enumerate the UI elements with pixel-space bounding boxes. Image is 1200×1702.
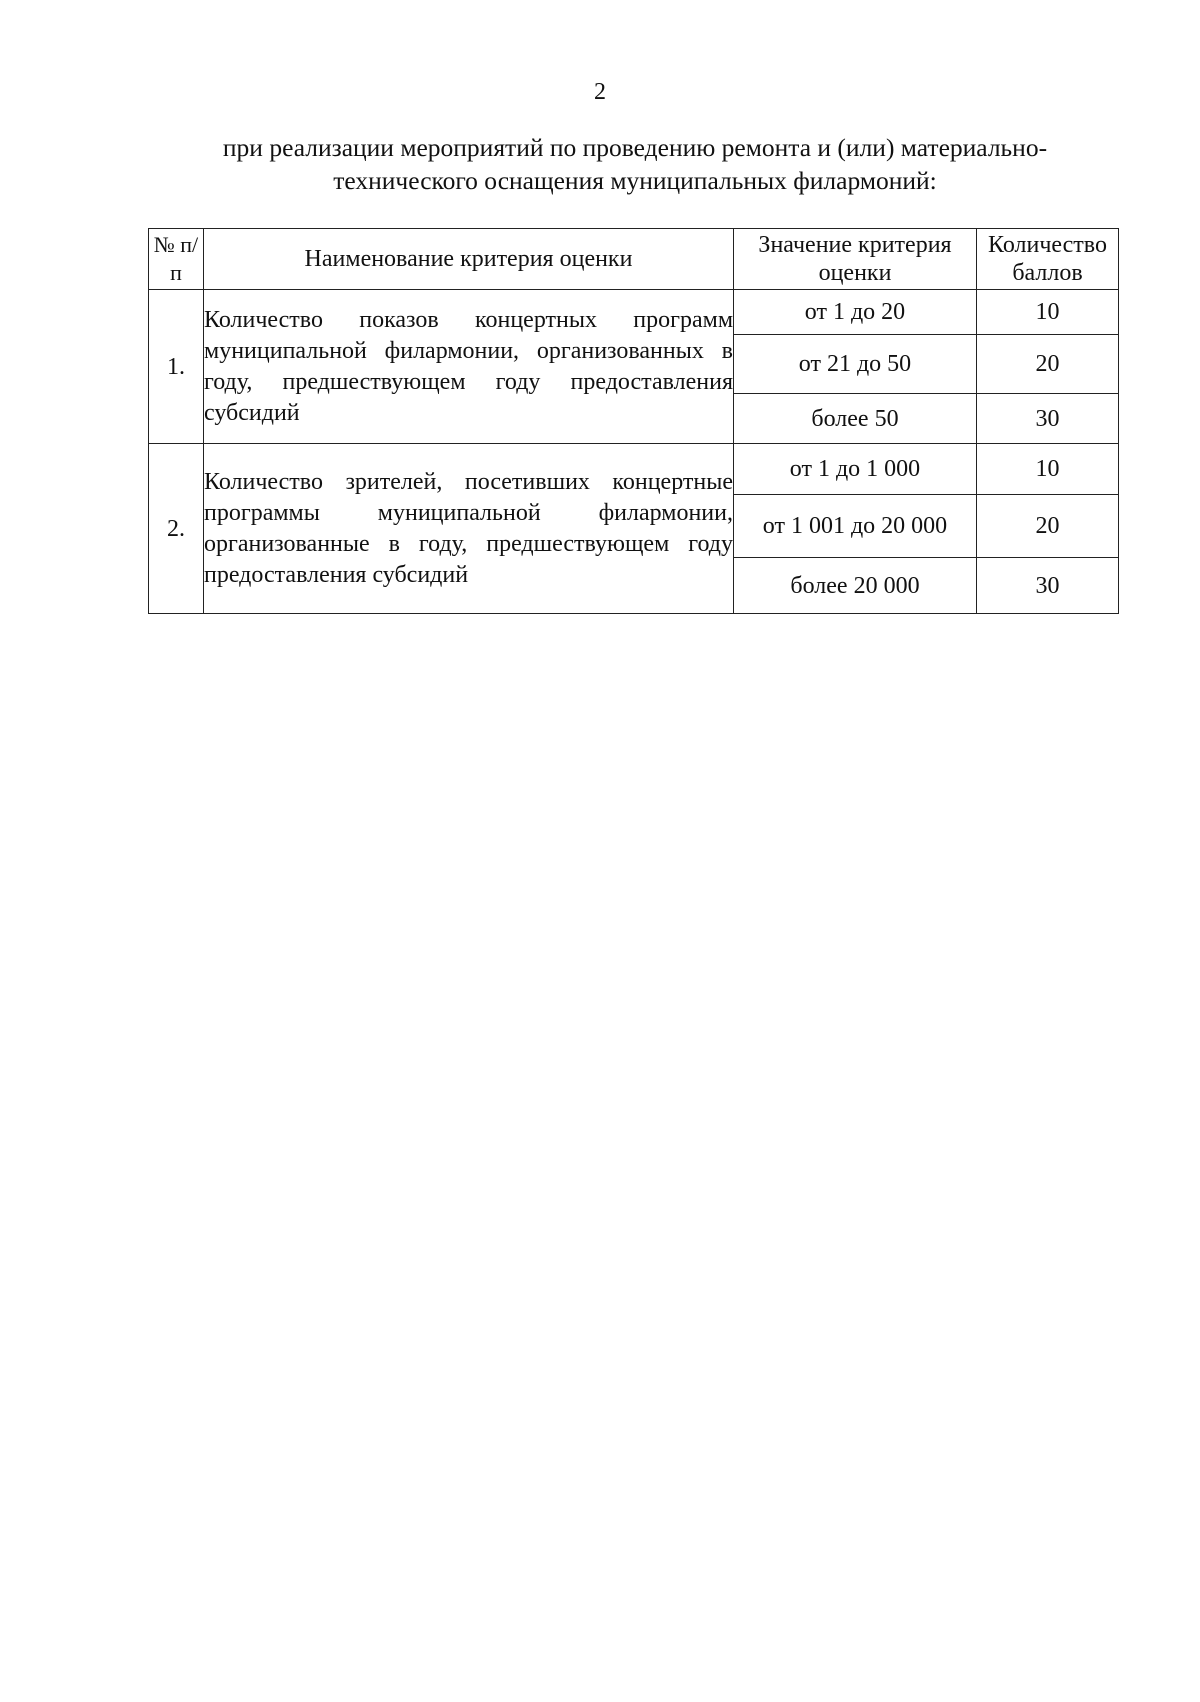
page-number: 2 <box>594 79 606 105</box>
points-value: 20 <box>977 335 1119 394</box>
header-criterion-name: Наименование критерия оценки <box>204 229 734 290</box>
criterion-name: Количество показов концертных программ муниципальной филармонии, организованных в году, предшествующем году предоставления субсидий <box>204 290 734 444</box>
heading-line-1: при реализации мероприятий по проведению ремонта и (или) материально- <box>222 133 1048 162</box>
criterion-value: от 1 до 1 000 <box>734 444 977 495</box>
document-heading <box>140 131 1130 197</box>
points-value: 10 <box>977 290 1119 335</box>
criterion-value: более 20 000 <box>734 558 977 614</box>
points-value: 30 <box>977 394 1119 444</box>
points-value: 30 <box>977 558 1119 614</box>
criterion-name: Количество зрителей, посетивших концертные программы муниципальной филармонии, организованные в году, предшествующем году предоставления субсидий <box>204 444 734 614</box>
header-number: № п/п <box>149 229 204 290</box>
header-points: Количество баллов <box>977 229 1119 290</box>
criterion-value: более 50 <box>734 394 977 444</box>
header-criterion-value: Значение критерия оценки <box>734 229 977 290</box>
table-row <box>149 290 1119 335</box>
criteria-table <box>148 228 1119 614</box>
points-value: 20 <box>977 495 1119 558</box>
criterion-value: от 21 до 50 <box>734 335 977 394</box>
criterion-value: от 1 до 20 <box>734 290 977 335</box>
heading-line-2: технического оснащения муниципальных филармоний: <box>333 166 937 195</box>
criterion-value: от 1 001 до 20 000 <box>734 495 977 558</box>
table-header-row <box>149 229 1119 290</box>
points-value: 10 <box>977 444 1119 495</box>
row-number: 2. <box>149 444 204 614</box>
table-row <box>149 444 1119 495</box>
row-number: 1. <box>149 290 204 444</box>
